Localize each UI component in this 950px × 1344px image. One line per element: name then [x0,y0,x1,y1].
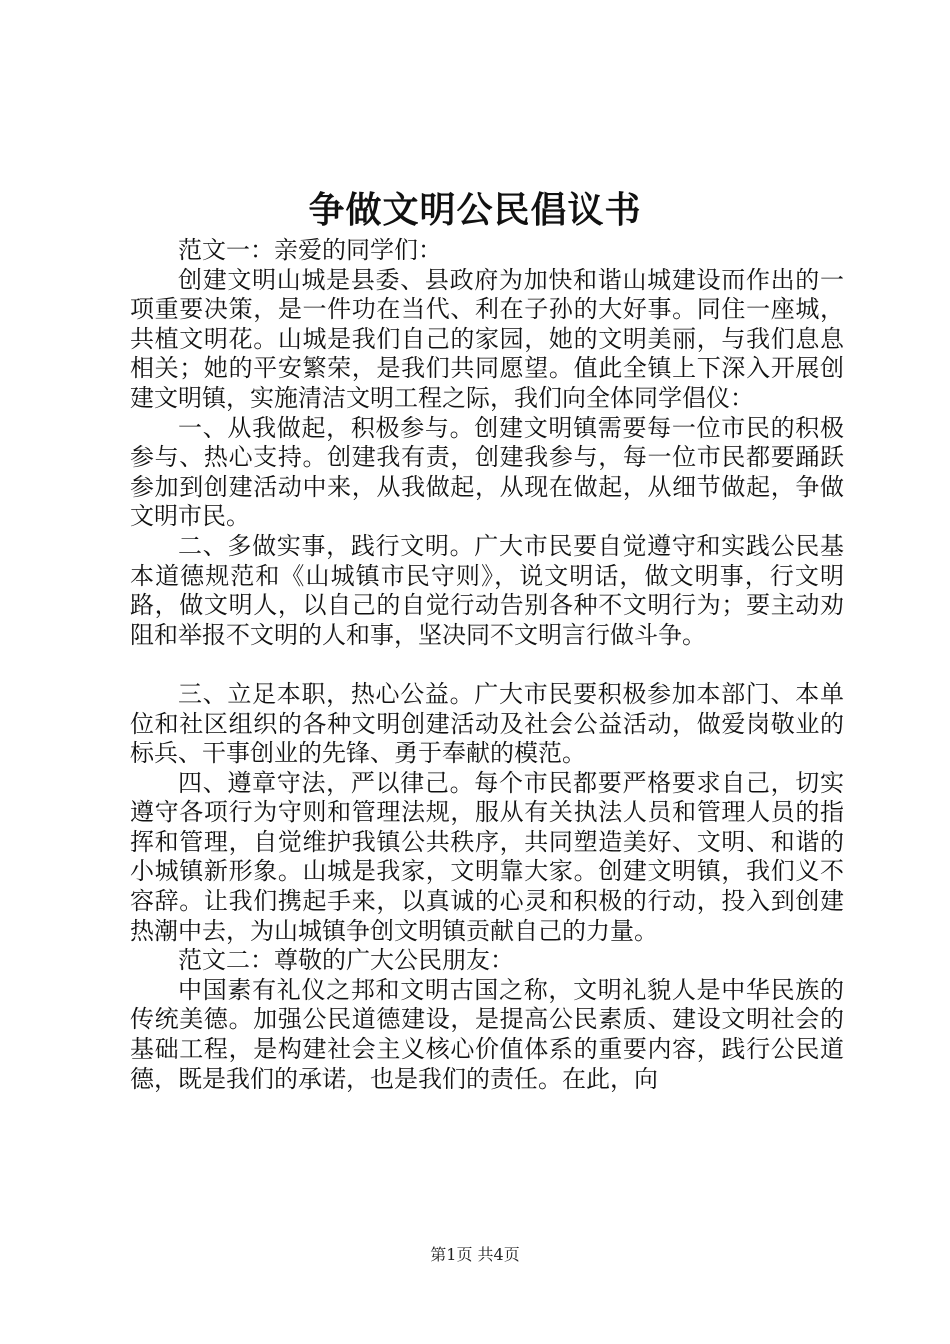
paragraph-greeting-2: 范文二：尊敬的广大公民朋友： [178,946,514,975]
paragraph-greeting-1: 范文一：亲爱的同学们： [178,236,442,264]
paragraph-intro-2: 中国素有礼仪之邦和文明古国之称，文明礼貌人是中华民族的传统美德。加强公民道德建设，是提高公民素质、建设文明社会的基础工程，是构建社会主义核心价值体系的重要内容，践行公民道德，既是我们的承诺，也是我们的责任。在此，向 [130,975,844,1093]
paragraph-intro-1: 创建文明山城是县委、县政府为加快和谐山城建设而作出的一项重要决策，是一件功在当代、利在子孙的大好事。同住一座城，共植文明花。山城是我们自己的家园，她的文明美丽，与我们息息相关；她的平安繁荣，是我们共同愿望。值此全镇上下深入开展创建文明镇，实施清洁文明工程之际，我们向全体同学倡仪： [130,265,844,412]
page-footer: 第1页 共4页 [430,1245,520,1264]
paragraph-point-3: 三、立足本职，热心公益。广大市民要积极参加本部门、本单位和社区组织的各种文明创建活动及社会公益活动，做爱岗敬业的标兵、干事创业的先锋、勇于奉献的模范。 [130,679,844,768]
paragraph-point-1: 一、从我做起，积极参与。创建文明镇需要每一位市民的积极参与、热心支持。创建我有责，创建我参与，每一位市民都要踊跃参加到创建活动中来，从我做起，从现在做起，从细节做起，争做文明市民。 [130,413,844,531]
document-body [130,236,844,1094]
document-title: 争做文明公民倡议书 [308,189,642,231]
paragraph-point-4: 四、遵章守法，严以律己。每个市民都要严格要求自己，切实遵守各项行为守则和管理法规，服从有关执法人员和管理人员的指挥和管理，自觉维护我镇公共秩序，共同塑造美好、文明、和谐的小城镇新形象。山城是我家，文明靠大家。创建文明镇，我们义不容辞。让我们携起手来，以真诚的心灵和积极的行动，投入到创建热潮中去，为山城镇争创文明镇贡献自己的力量。 [130,768,844,945]
paragraph-point-2: 二、多做实事，践行文明。广大市民要自觉遵守和实践公民基本道德规范和《山城镇市民守则》，说文明话，做文明事，行文明路，做文明人，以自己的自觉行动告别各种不文明行为；要主动劝阻和举报不文明的人和事，坚决同不文明言行做斗争。 [130,531,844,649]
